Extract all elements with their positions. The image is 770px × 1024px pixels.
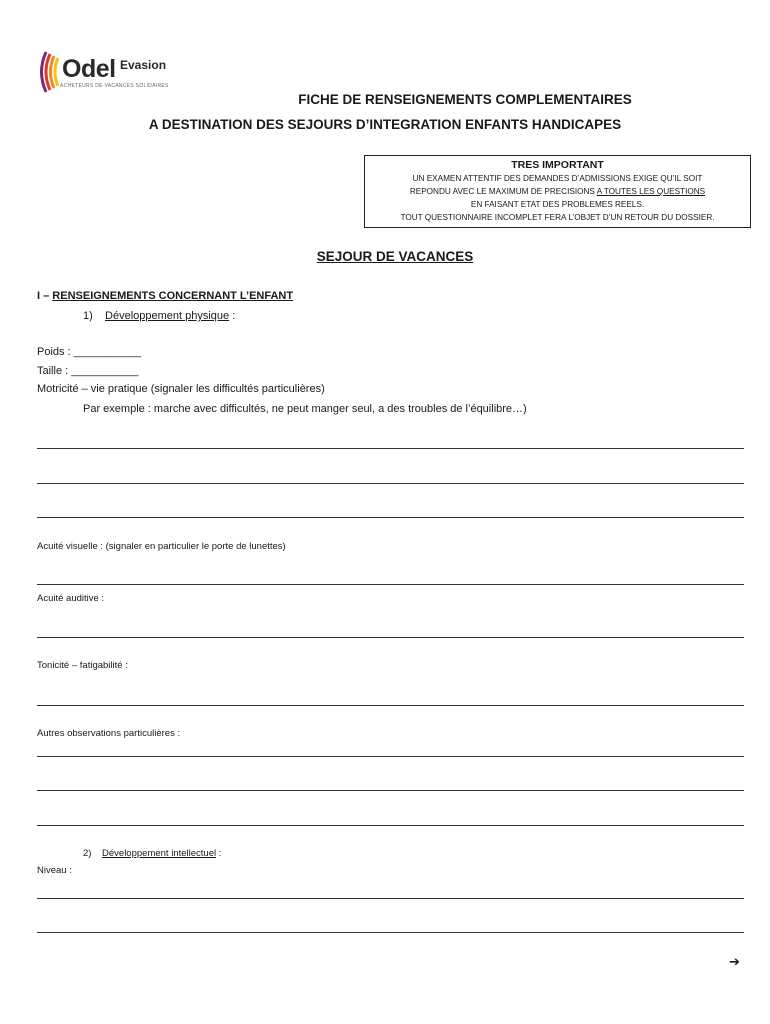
notice-line-2-underlined: A TOUTES LES QUESTIONS (596, 187, 706, 196)
subsection-2-colon: : (216, 848, 222, 859)
field-taille[interactable]: Taille : ___________ (37, 365, 139, 377)
section-title: SEJOUR DE VACANCES (316, 249, 474, 264)
motricite-example: Par exemple : marche avec difficultés, ne peut manger seul, a des troubles de l’équilibre…) (83, 403, 527, 415)
part-1-title: RENSEIGNEMENTS CONCERNANT L’ENFANT (52, 290, 294, 302)
label-tonicite: Tonicité – fatigabilité : (37, 660, 128, 671)
subsection-1-label: Développement physique (105, 310, 230, 322)
field-poids[interactable]: Poids : ___________ (37, 346, 141, 358)
answer-line-motricite-3[interactable] (37, 517, 744, 518)
answer-line-motricite-2[interactable] (37, 483, 744, 484)
notice-line-2 (365, 185, 750, 198)
subsection-intellectual (83, 848, 221, 859)
answer-line-niveau-1[interactable] (37, 898, 744, 899)
answer-line-tonicite[interactable] (37, 705, 744, 706)
label-niveau: Niveau : (37, 865, 72, 876)
answer-line-autres-2[interactable] (37, 790, 744, 791)
subsection-2-number: 2) (83, 848, 92, 859)
subsection-physical (83, 310, 235, 322)
subsection-1-number: 1) (83, 310, 93, 322)
subsection-2-label: Développement intellectuel (102, 848, 217, 859)
answer-line-acuite-auditive[interactable] (37, 637, 744, 638)
odel-evasion-logo (36, 50, 186, 98)
answer-line-acuite-visuelle[interactable] (37, 584, 744, 585)
important-notice-box (364, 155, 751, 228)
document-title-line-2: A DESTINATION DES SEJOURS D’INTEGRATION ENFANTS HANDICAPES (148, 117, 622, 132)
label-acuite-visuelle: Acuité visuelle : (signaler en particulier le porte de lunettes) (37, 541, 286, 552)
label-motricite: Motricité – vie pratique (signaler les difficultés particulières) (37, 383, 325, 395)
subsection-1-colon: : (229, 310, 236, 322)
next-page-arrow-icon: ➔ (729, 954, 740, 969)
document-title-line-1: FICHE DE RENSEIGNEMENTS COMPLEMENTAIRES (298, 92, 632, 107)
answer-line-autres-3[interactable] (37, 825, 744, 826)
notice-line-2-text: REPONDU AVEC LE MAXIMUM DE PRECISIONS (409, 187, 597, 196)
notice-heading: TRES IMPORTANT (511, 159, 604, 171)
label-autres-observations: Autres observations particulières : (37, 728, 181, 739)
label-acuite-auditive: Acuité auditive : (37, 593, 105, 604)
part-1-heading (37, 290, 293, 302)
notice-line-3: EN FAISANT ETAT DES PROBLEMES REELS. (470, 200, 645, 209)
part-1-prefix: I – (37, 290, 53, 302)
notice-line-1: UN EXAMEN ATTENTIF DES DEMANDES D’ADMISSIONS EXIGE QU’IL SOIT (412, 174, 703, 183)
notice-line-4: TOUT QUESTIONNAIRE INCOMPLET FERA L’OBJET D’UN RETOUR DU DOSSIER. (400, 213, 715, 222)
logo-brand: Odel (62, 55, 116, 83)
answer-line-motricite-1[interactable] (37, 448, 744, 449)
answer-line-autres-1[interactable] (37, 756, 744, 757)
logo-tagline: ACHETEURS DE VACANCES SOLIDAIRES (60, 83, 169, 89)
logo-sub: Evasion (120, 58, 167, 72)
answer-line-niveau-2[interactable] (37, 932, 744, 933)
